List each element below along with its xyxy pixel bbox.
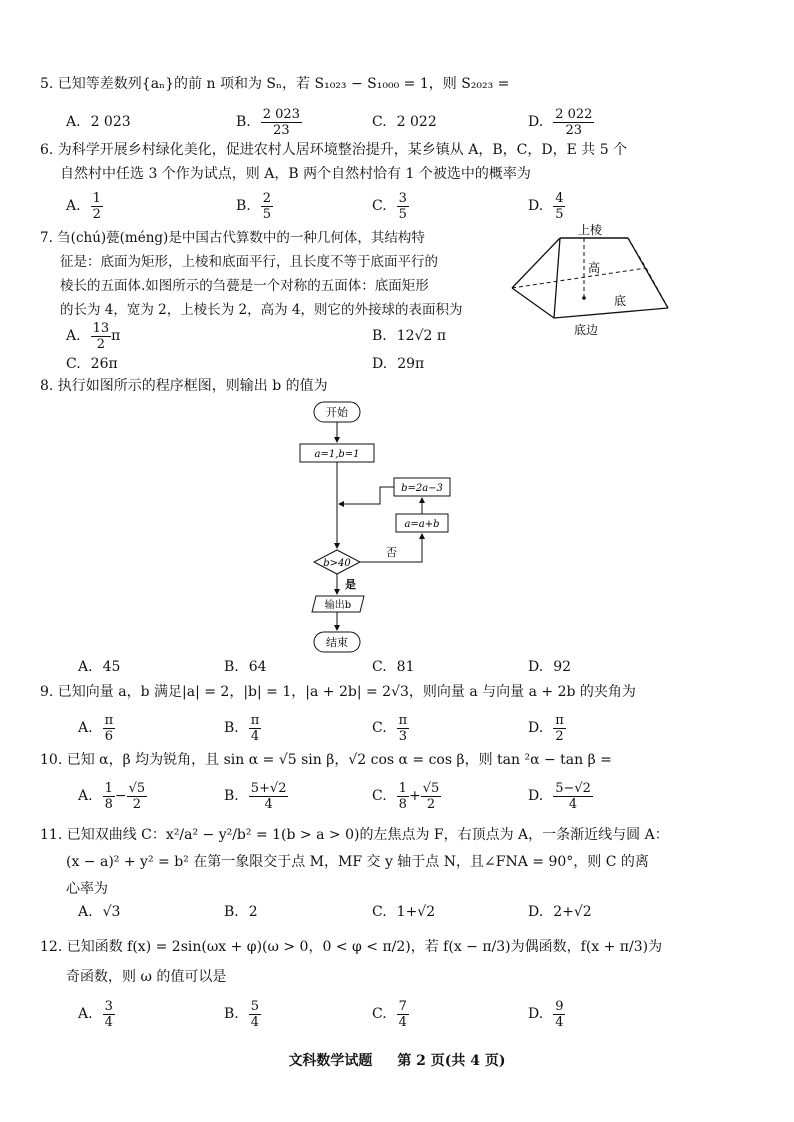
option-a: A. 45 <box>78 659 121 675</box>
option-c: C. 81 <box>372 659 415 675</box>
question-11 <box>40 822 760 903</box>
option-a: A. 2 023 <box>66 114 131 130</box>
question-6-line-1: 6. 为科学开展乡村绿化美化，促进农村人居环境整治提升，某乡镇从 A，B，C，D，E 共 5 个 <box>40 142 628 158</box>
option-d: D. $\frac{5-√2}{4}$ <box>528 780 591 812</box>
footer-page-number: 第 2 页(共 4 页) <box>397 1053 506 1069</box>
option-a: A. $\frac{\pi}{6}$ <box>78 712 114 744</box>
svg-text:输出b: 输出b <box>324 600 352 611</box>
question-11-line-3: 心率为 <box>66 881 108 897</box>
option-b: B. $\frac{5}{4}$ <box>224 998 260 1030</box>
question-12 <box>40 932 760 992</box>
question-6-options <box>66 186 766 226</box>
question-11-line-2: (x − a)² + y² = b² 在第一象限交于点 M，MF 交 y 轴于点 N，且∠FNA = 90°，则 C 的离 <box>66 854 649 870</box>
option-c: C. 1+√2 <box>372 904 436 920</box>
svg-text:b>40: b>40 <box>323 558 351 569</box>
option-b: B. 12√2 π <box>372 328 447 344</box>
flowchart <box>290 398 460 656</box>
option-b: B. $\frac{2 023}{23}$ <box>236 106 300 138</box>
question-7-line-4: 的长为 4，宽为 2，上棱长为 2，高为 4，则它的外接球的表面积为 <box>60 302 463 318</box>
question-11-options <box>66 898 766 926</box>
option-d: D. 2+√2 <box>528 904 592 920</box>
option-c: C. $\frac{3}{5}$ <box>372 190 407 222</box>
question-5-options <box>66 102 766 142</box>
question-7-line-2: 征是：底面为矩形，上棱和底面平行，且长度不等于底面平行的 <box>60 254 438 270</box>
question-12-options <box>66 994 766 1034</box>
option-a: A. $\frac{1}{8}$ − $\frac{√5}{2}$ <box>78 780 146 812</box>
svg-text:b=2a−3: b=2a−3 <box>401 483 443 494</box>
question-10 <box>40 748 760 772</box>
option-c: C. 2 022 <box>372 114 437 130</box>
question-9-text: 9. 已知向量 a，b 满足|a| = 2，|b| = 1，|a + 2b| = 2√3，则向量 a 与向量 a + 2b 的夹角为 <box>40 684 636 700</box>
label-base: 底 <box>614 294 627 308</box>
question-12-line-1: 12. 已知函数 f(x) = 2sin(ωx + φ)(ω > 0，0 < φ < π/2)，若 f(x − π/3)为偶函数，f(x + π/3)为 <box>40 939 663 955</box>
question-5 <box>40 72 760 96</box>
svg-text:开始: 开始 <box>326 406 348 419</box>
flow-yes-label: 是 <box>345 578 356 591</box>
question-5-text: 5. 已知等差数列{aₙ}的前 n 项和为 Sₙ，若 S₁₀₂₃ − S₁₀₀₀ = 1，则 S₂₀₂₃ = <box>40 76 510 92</box>
question-10-options <box>66 776 766 816</box>
label-height: 高 <box>588 261 601 275</box>
option-d: D. $\frac{\pi}{2}$ <box>528 712 564 744</box>
footer-subject: 文科数学试题 <box>288 1053 373 1069</box>
option-b: B. 2 <box>224 904 258 920</box>
page-footer <box>0 1050 794 1070</box>
svg-text:a=a+b: a=a+b <box>404 519 440 530</box>
flow-no-label: 否 <box>386 546 397 559</box>
question-11-line-1: 11. 已知双曲线 C：x²/a² − y²/b² = 1(b > a > 0)的左焦点为 F，右顶点为 A，一条渐近线与圆 A： <box>40 827 669 843</box>
question-7-line-3: 棱长的五面体.如图所示的刍甍是一个对称的五面体：底面矩形 <box>60 278 429 294</box>
question-9 <box>40 680 760 704</box>
question-8 <box>40 374 760 398</box>
label-base-edge: 底边 <box>574 323 599 337</box>
label-top-edge: 上棱 <box>578 223 603 237</box>
option-a: A. √3 <box>78 904 121 920</box>
svg-text:结束: 结束 <box>326 636 348 649</box>
option-d: D. $\frac{9}{4}$ <box>528 998 564 1030</box>
option-d: D. $\frac{2 022}{23}$ <box>528 106 593 138</box>
option-c: C. $\frac{7}{4}$ <box>372 998 407 1030</box>
question-9-options <box>66 708 766 748</box>
option-c: C. $\frac{1}{8}$ + $\frac{√5}{2}$ <box>372 780 440 812</box>
option-b: B. $\frac{5+√2}{4}$ <box>224 780 287 812</box>
question-8-options <box>66 654 766 680</box>
question-6 <box>40 138 760 186</box>
option-a: A. $\frac{3}{4}$ <box>78 998 113 1030</box>
question-7-line-1: 7. 刍(chú)甍(méng)是中国古代算数中的一种几何体，其结构特 <box>40 230 425 246</box>
base-front-left <box>512 288 554 318</box>
option-d: D. 92 <box>528 659 572 675</box>
option-b: B. $\frac{2}{5}$ <box>236 190 272 222</box>
svg-text:a=1,b=1: a=1,b=1 <box>314 449 360 460</box>
question-8-text: 8. 执行如图所示的程序框图，则输出 b 的值为 <box>40 378 328 394</box>
question-6-line-2: 自然村中任选 3 个作为试点，则 A，B 两个自然村恰有 1 个被选中的概率为 <box>60 166 531 182</box>
option-a: A. $\frac{1}{2}$ <box>66 190 101 222</box>
option-d: D. $\frac{4}{5}$ <box>528 190 564 222</box>
question-12-line-2: 奇函数，则 ω 的值可以是 <box>66 969 227 985</box>
option-c: C. 26π <box>66 356 118 372</box>
option-d: D. 29π <box>372 356 425 372</box>
question-10-text: 10. 已知 α，β 均为锐角，且 sin α = √5 sin β，√2 cos α = cos β，则 tan ²α − tan β = <box>40 752 612 768</box>
option-b: B. 64 <box>224 659 267 675</box>
option-b: B. $\frac{\pi}{4}$ <box>224 712 260 744</box>
option-a: A. $\frac{13}{2}$ π <box>66 320 121 352</box>
question-7 <box>40 226 510 322</box>
option-c: C. $\frac{\pi}{3}$ <box>372 712 408 744</box>
